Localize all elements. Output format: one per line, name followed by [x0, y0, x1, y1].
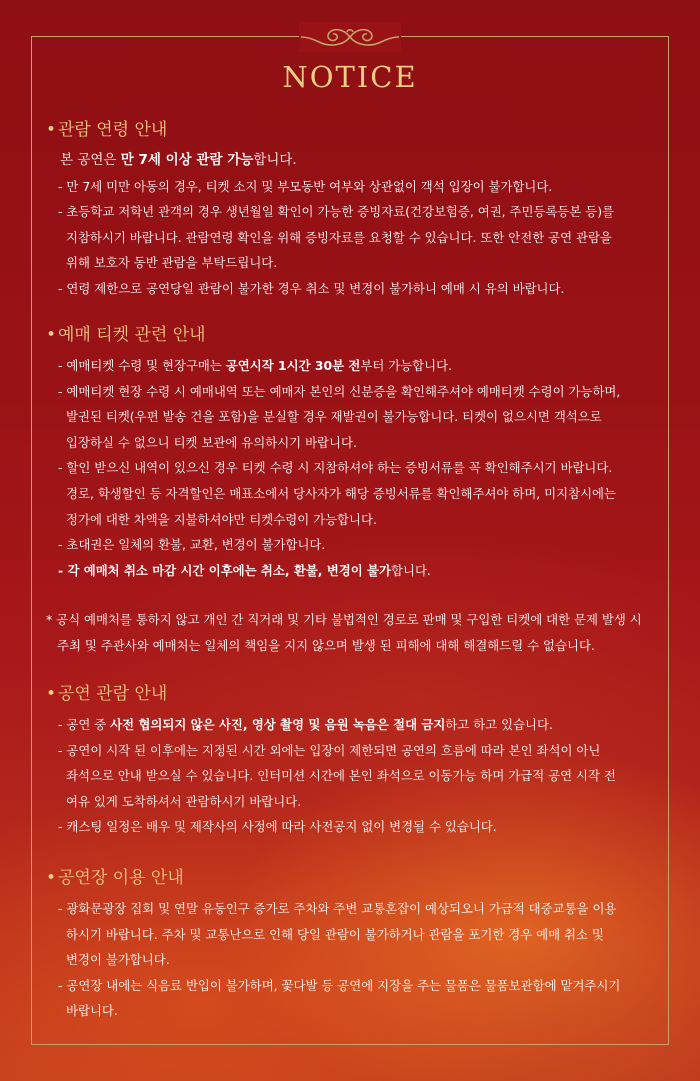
list-item [46, 353, 656, 379]
section-performance-notice [46, 682, 656, 840]
list-item: - 예매티켓 현장 수령 시 예매내역 또는 예매자 본인의 신분증을 확인해주셔야 예매티켓 수령이 가능하며, [58, 383, 621, 399]
bold-text: 공연시작 1시간 30분 전 [225, 358, 361, 373]
text: - 예매티켓 수령 및 현장구매는 [58, 358, 226, 373]
page-title: NOTICE [282, 60, 418, 94]
list-item: - 초등학교 저학년 관객의 경우 생년월일 확인이 가능한 증빙자료(건강보험증, 여권, 주민등록등본 등)를 [58, 204, 615, 220]
section-heading-text: 예매 티켓 관련 안내 [58, 325, 206, 345]
text: 합니다. [391, 562, 431, 578]
text: 합니다. [253, 152, 297, 168]
bold-text: - 각 예매처 취소 마감 시간 이후에는 취소, 환불, 변경이 불가 [58, 562, 391, 578]
list-item-continuation: 변경이 불가합니다. [66, 952, 170, 968]
section-age-notice [46, 118, 656, 302]
list-item: - 캐스팅 일정은 배우 및 제작사의 사정에 따라 사전공지 없이 변경될 수 있습니다. [58, 819, 497, 835]
list-item-continuation: 발권된 티켓(우편 발송 건을 포함)을 분실할 경우 재발권이 불가능합니다. 티켓이 없으시면 객석으로 [66, 409, 602, 425]
list-item: - 광화문광장 집회 및 연말 유동인구 증가로 주차와 주변 교통혼잡이 예상되오니 가급적 대중교통을 이용 [58, 901, 617, 916]
list-item: - 할인 받으신 내역이 있으신 경우 티켓 수령 시 지참하셔야 하는 증빙서류를 꼭 확인해주시기 바랍니다. [58, 460, 613, 476]
scroll-ornament-icon [299, 22, 401, 52]
text: - 공연 중 [58, 717, 111, 732]
list-item-continuation: 입장하실 수 없으니 티켓 보관에 유의하시기 바랍니다. [66, 434, 357, 450]
bullet-dot-icon: • [46, 120, 57, 140]
list-item [46, 558, 656, 584]
list-item-continuation: 위해 보호자 동반 관람을 부탁드립니다. [66, 255, 278, 271]
section-heading-text: 공연장 이용 안내 [58, 868, 184, 888]
bullet-dot-icon: • [46, 868, 57, 888]
list-item-continuation: 지참하시기 바랍니다. 관람연령 확인을 위해 증빙자료를 요청할 수 있습니다. 또한 안전한 공연 관람을 [66, 229, 612, 245]
list-item-continuation: 바랍니다. [66, 1003, 118, 1019]
section-heading-text: 공연 관람 안내 [58, 684, 168, 704]
section-heading-text: 관람 연령 안내 [58, 120, 168, 140]
section-heading [46, 118, 656, 142]
section-heading [46, 323, 656, 347]
section-venue-notice [46, 866, 656, 1024]
list-item: - 초대권은 일체의 환불, 교환, 변경이 불가합니다. [58, 537, 326, 553]
text: 부터 가능합니다. [360, 358, 453, 373]
section-heading [46, 682, 656, 706]
bullet-dot-icon: • [46, 684, 57, 704]
section-ticket-notice [46, 323, 656, 583]
bold-text: 만 7세 이상 관람 가능 [120, 152, 254, 168]
list-item: - 연령 제한으로 공연당일 관람이 불가한 경우 취소 및 변경이 불가하니 예매 시 유의 바랍니다. [58, 280, 565, 296]
list-item: - 만 7세 미만 아동의 경우, 티켓 소지 및 부모동반 여부와 상관없이 객석 입장이 불가합니다. [58, 178, 553, 194]
disclaimer-note [46, 607, 661, 658]
bold-text: 사전 협의되지 않은 사진, 영상 촬영 및 음원 녹음은 절대 금지 [110, 717, 446, 732]
list-item-continuation: 하시기 바랍니다. 주차 및 교통난으로 인해 당일 관람이 불가하거나 관람을 포기한 경우 예매 취소 및 [66, 926, 604, 942]
list-item: - 공연이 시작 된 이후에는 지정된 시간 외에는 입장이 제한되면 공연의 흐름에 따라 본인 좌석이 아닌 [58, 742, 601, 758]
text: 하고 하고 있습니다. [445, 717, 553, 732]
section-heading [46, 866, 656, 890]
bullet-dot-icon: • [46, 325, 57, 345]
list-item: - 공연장 내에는 식음료 반입이 불가하며, 꽃다발 등 공연에 지장을 주는 물품은 물품보관함에 맡겨주시기 [58, 977, 621, 993]
list-item-continuation: 좌석으로 안내 받으실 수 있습니다. 인터미션 시간에 본인 좌석으로 이동가능 하며 가급적 공연 시작 전 [66, 768, 616, 784]
note-line: 주최 및 주관사와 예매처는 일체의 책임을 지지 않으며 발생 된 피해에 대해 해결해드릴 수 없습니다. [57, 637, 595, 653]
note-line: * 공식 예매처를 통하지 않고 개인 간 직거래 및 기타 불법적인 경로로 판매 및 구입한 티켓에 대한 문제 발생 시 [46, 612, 642, 627]
list-item-continuation: 정가에 대한 차액을 지불하셔야만 티켓수령이 가능합니다. [66, 511, 377, 527]
list-item [46, 712, 656, 738]
lead-line [46, 148, 656, 174]
list-item-continuation: 여유 있게 도착하셔서 관람하시기 바랍니다. [66, 793, 302, 809]
text: 본 공연은 [60, 152, 121, 168]
list-item-continuation: 경로, 학생할인 등 자격할인은 매표소에서 당사자가 해당 증빙서류를 확인해주셔야 하며, 미지참시에는 [66, 485, 616, 501]
